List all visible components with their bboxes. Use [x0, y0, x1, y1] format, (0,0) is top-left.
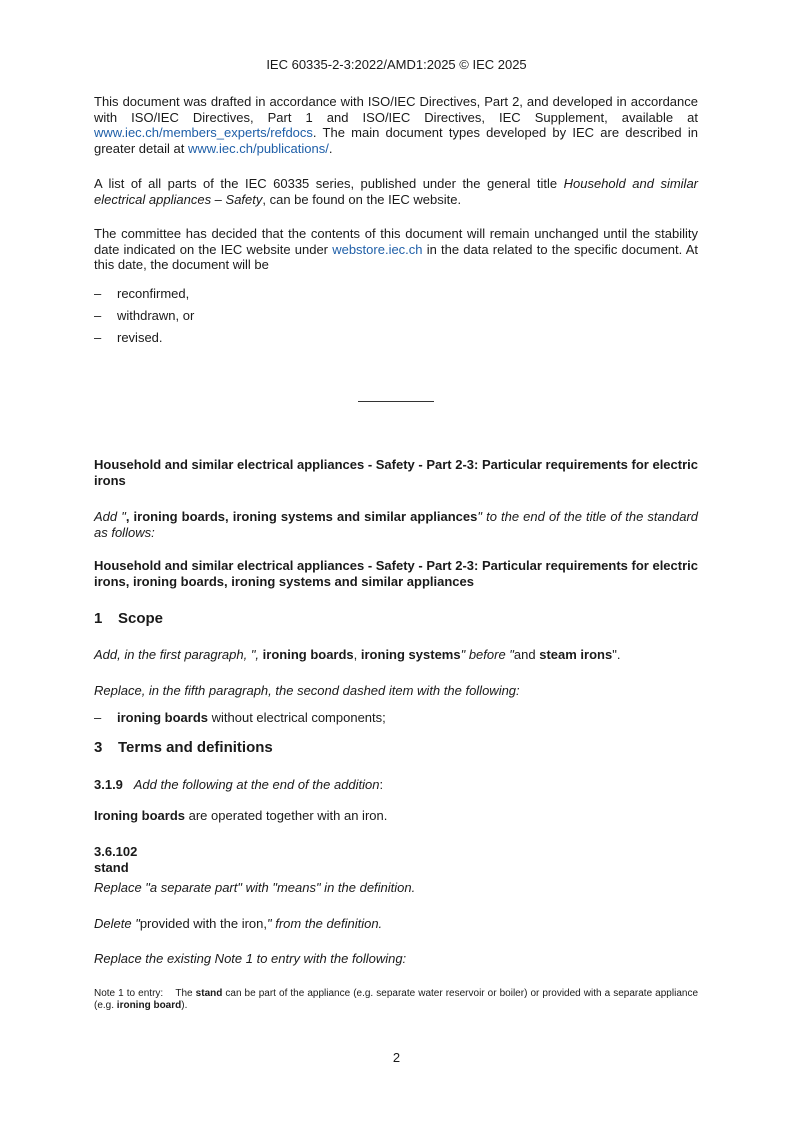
- list-item-text: revised.: [117, 330, 163, 345]
- list-item: [94, 286, 189, 301]
- separator-rule: [358, 401, 434, 402]
- section-title: Terms and definitions: [118, 739, 273, 756]
- section-heading-terms: [94, 739, 273, 756]
- clause-3-6-102: [94, 844, 698, 875]
- note-instruction: [94, 951, 698, 967]
- text: without electrical components;: [208, 710, 386, 725]
- text: ironing board: [116, 1000, 182, 1011]
- page-number: 2: [392, 1050, 401, 1065]
- text: .: [328, 141, 333, 157]
- clause-number: 3.6.102: [94, 844, 138, 859]
- webstore-link[interactable]: webstore.iec.ch: [332, 241, 423, 257]
- clause-number: 3.1.9: [94, 777, 123, 792]
- text: The: [175, 988, 196, 999]
- section-heading-scope: [94, 610, 163, 627]
- text: The committee has decided that the contents of this document will remain unchanged until the stability date indicated on the IEC website under: [94, 226, 698, 257]
- foreword-paragraph-3: [94, 226, 698, 273]
- text: " before ": [460, 647, 514, 662]
- text: This document was drafted in accordance with ISO/IEC Directives, Part 2, and developed in accordance with ISO/IEC Directives, Part 1 and ISO/IEC Directives, IEC Supplement, available at: [94, 94, 698, 125]
- text: " from the definition.: [267, 916, 383, 931]
- dash: –: [94, 286, 102, 301]
- text: and: [513, 647, 540, 662]
- text: " to the end of the title of the standard as follows:: [94, 509, 699, 540]
- text: A list of all parts of the IEC 60335 series, published under the general title: [94, 176, 564, 191]
- text: stand: [195, 988, 223, 999]
- text: are operated together with an iron.: [185, 808, 388, 823]
- term: stand: [94, 859, 129, 875]
- dash: –: [94, 330, 102, 345]
- text: , can be found on the IEC website.: [262, 191, 462, 207]
- scope-instruction-1: [94, 647, 698, 663]
- scope-instruction-2: [94, 683, 698, 699]
- foreword-paragraph-1: [94, 94, 698, 157]
- section-number: 1: [94, 610, 103, 627]
- note-label: Note 1 to entry:: [94, 988, 164, 999]
- list-item: [94, 330, 163, 345]
- dash: –: [94, 710, 102, 725]
- text: Add ": [94, 509, 126, 524]
- text: ironing boards: [117, 710, 208, 725]
- text: ironing systems: [360, 647, 461, 662]
- replace-instruction: [94, 880, 698, 896]
- ironing-boards-sentence: [94, 808, 698, 824]
- dash: –: [94, 308, 102, 323]
- foreword-paragraph-2: [94, 176, 698, 207]
- title-instruction: [94, 509, 698, 540]
- text: steam irons: [539, 647, 613, 662]
- text: Add the following at the end of the addition: [133, 777, 380, 792]
- text: Replace, in the fifth paragraph, the second dashed item with the following:: [94, 683, 520, 698]
- publications-link[interactable]: www.iec.ch/publications/: [187, 141, 329, 157]
- text: ironing boards: [262, 647, 354, 662]
- text: provided with the iron,: [139, 916, 267, 931]
- list-item: [94, 308, 194, 323]
- delete-instruction: [94, 916, 698, 932]
- text: Add, in the first paragraph, ",: [94, 647, 263, 662]
- text: in the data related to the specific document. At this date, the document will be: [94, 241, 699, 273]
- list-item-text: withdrawn, or: [117, 308, 195, 323]
- list-item: [94, 710, 386, 725]
- section-number: 3: [94, 739, 103, 756]
- text: Replace the existing Note 1 to entry with the following:: [94, 951, 407, 966]
- text: ).: [181, 1000, 188, 1011]
- text: :: [379, 777, 384, 792]
- note-to-entry: [94, 988, 698, 1012]
- refdocs-link[interactable]: www.iec.ch/members_experts/refdocs: [94, 125, 313, 141]
- text: Replace "a separate part" with "means" in the definition.: [94, 880, 416, 895]
- text: . The main document types developed by IEC are described in greater detail at: [94, 125, 698, 157]
- list-item-text: reconfirmed,: [117, 286, 190, 301]
- section-title: Scope: [118, 610, 164, 627]
- text: ".: [612, 647, 621, 662]
- text: , ironing boards, ironing systems and similar appliances: [125, 509, 478, 524]
- old-title: Household and similar electrical appliances - Safety - Part 2-3: Particular requirements for electric irons: [94, 457, 698, 488]
- text: Delete ": [94, 916, 140, 931]
- new-title: Household and similar electrical appliances - Safety - Part 2-3: Particular requirements for electric irons, ironing boards, ironing systems and similar appliances: [94, 558, 698, 589]
- text: Ironing boards: [94, 808, 185, 823]
- text: ,: [353, 647, 361, 662]
- series-title: Household and similar electrical appliances – Safety: [94, 176, 698, 207]
- clause-3-1-9: [94, 777, 698, 793]
- page-header: IEC 60335-2-3:2022/AMD1:2025 © IEC 2025: [266, 57, 527, 72]
- text: can be part of the appliance (e.g. separate water reservoir or boiler) or provided with a separate appliance (e.g.: [94, 988, 698, 1011]
